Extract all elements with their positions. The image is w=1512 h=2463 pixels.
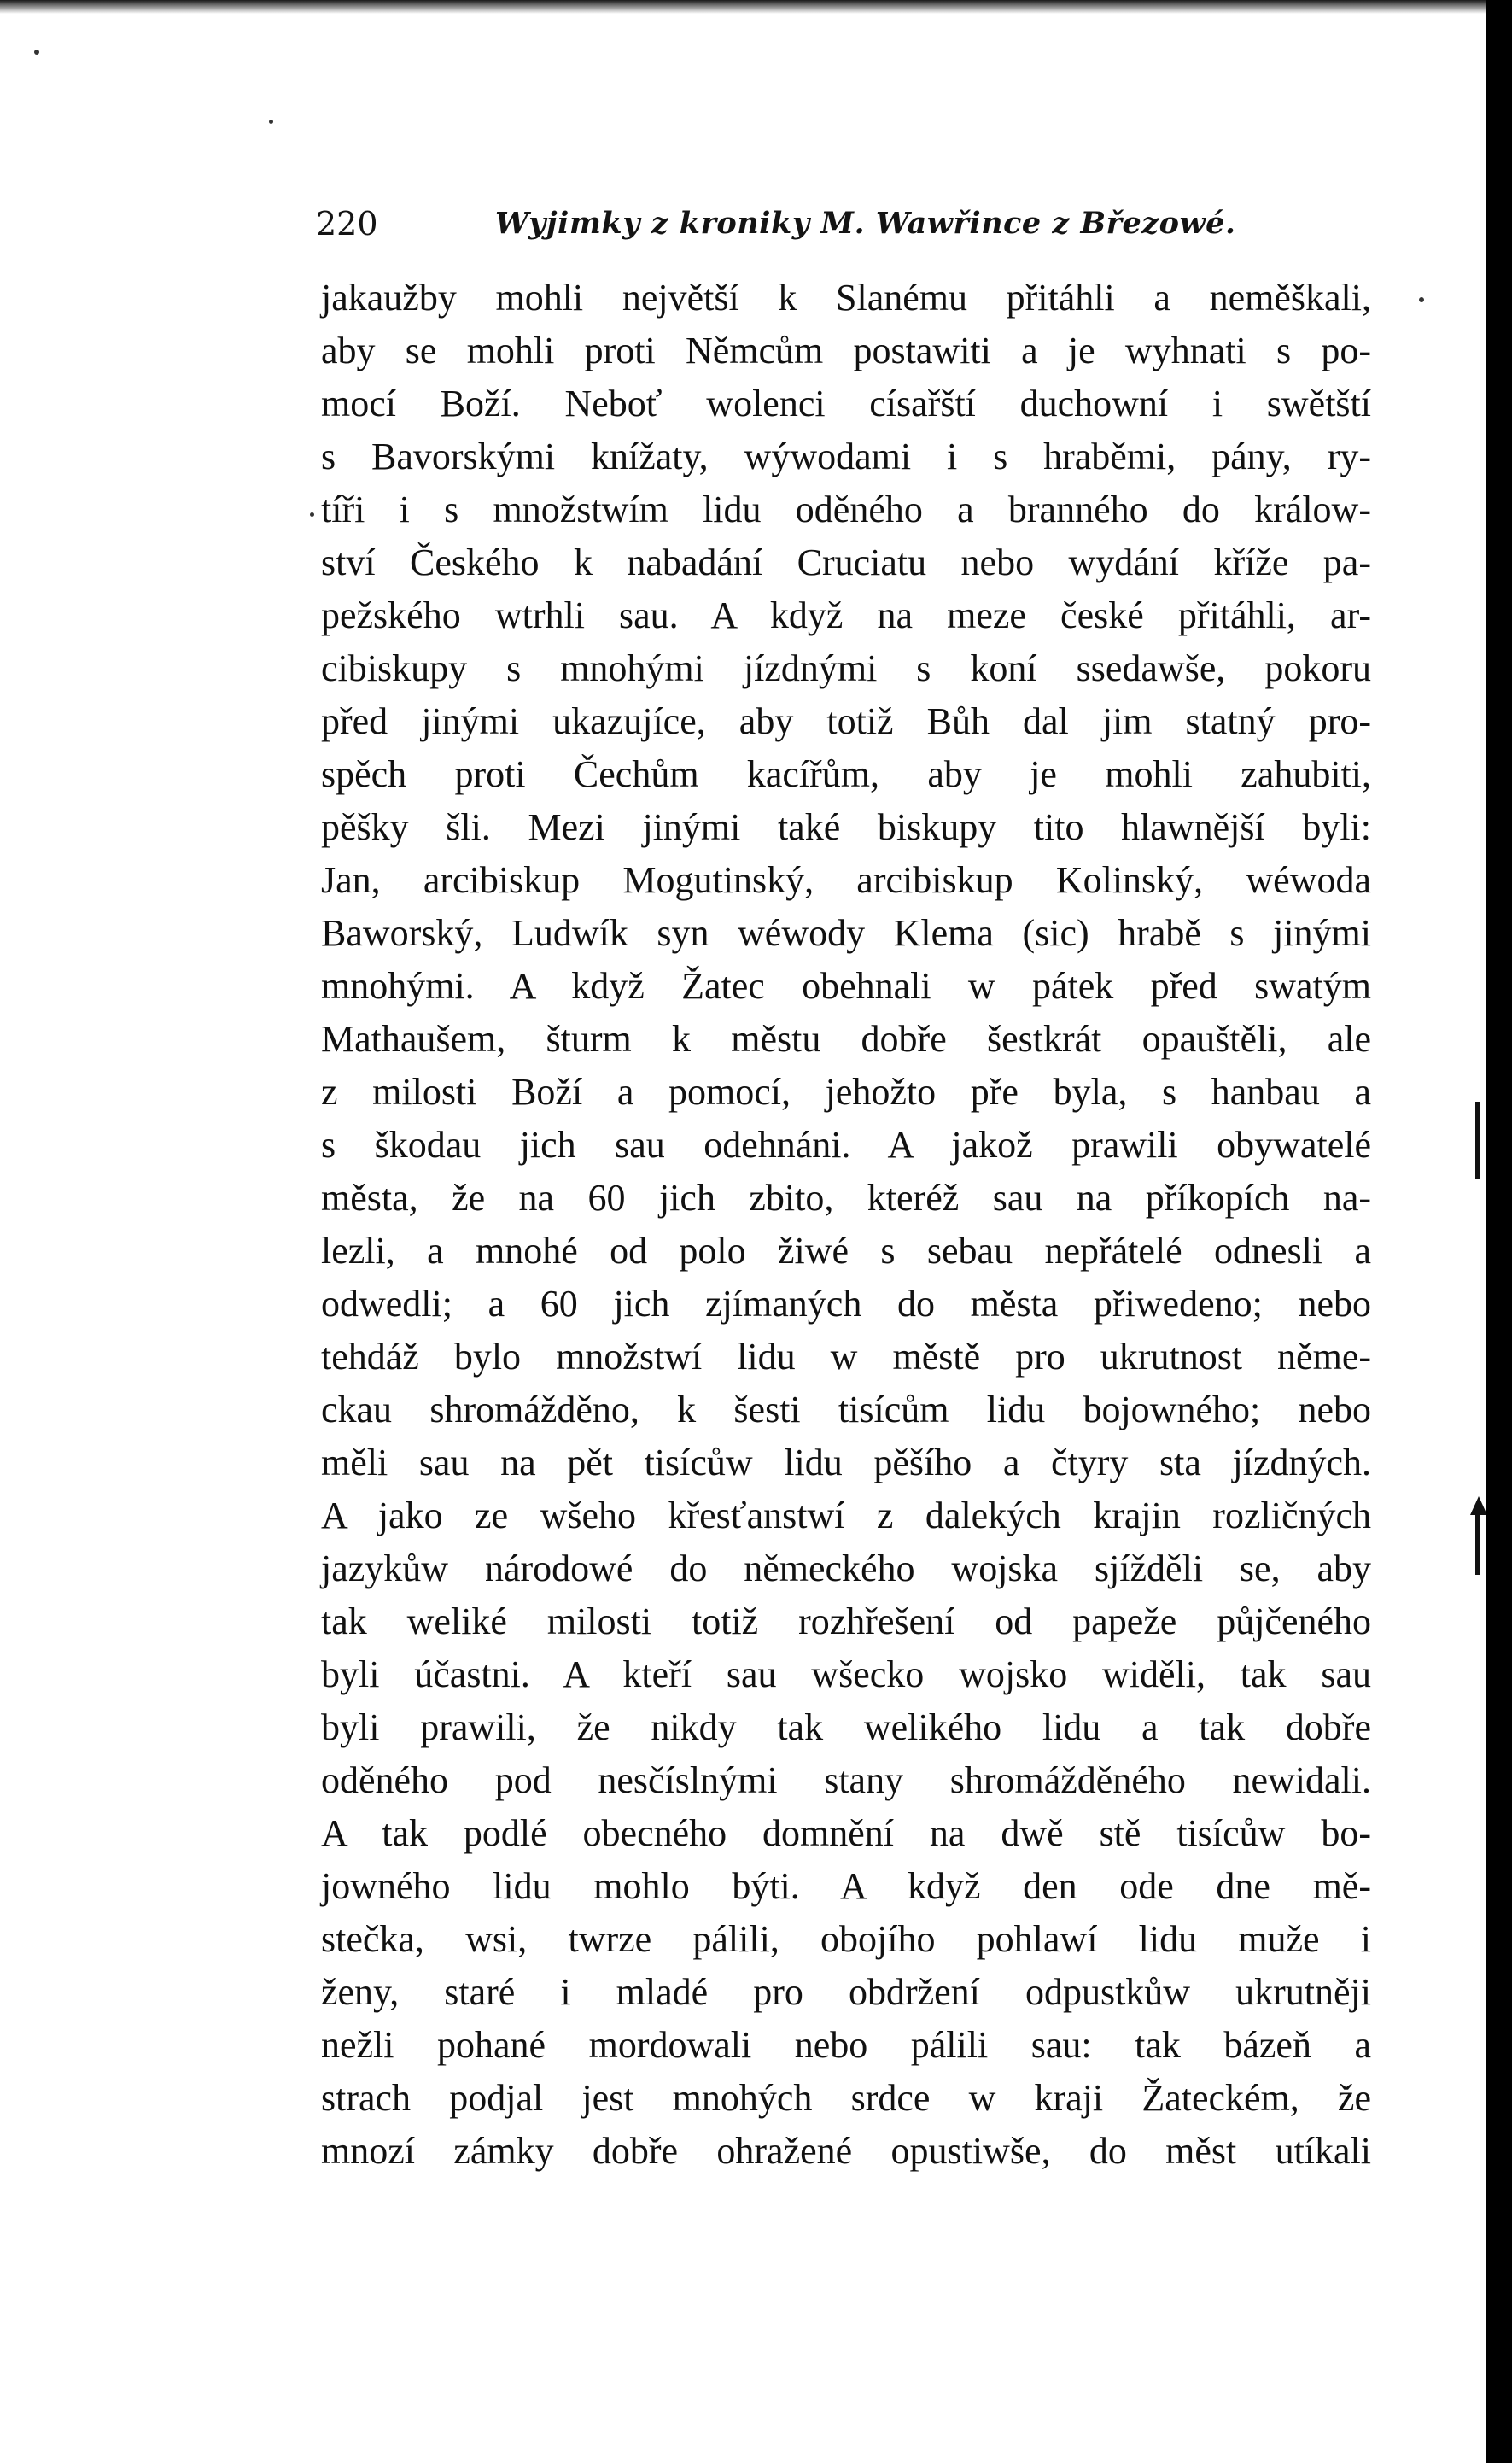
text-line: mocí Boží. Neboť wolenci císařští duchowní i swětští xyxy=(321,383,1371,424)
text-line: odwedli; a 60 jich zjímaných do města přiwedeno; nebo xyxy=(321,1283,1371,1325)
text-line: A jako ze wšeho křesťanstwí z dalekých krajin rozličných xyxy=(321,1495,1371,1536)
text-line: lezli, a mnohé od polo žiwé s sebau nepřátelé odnesli a xyxy=(321,1230,1371,1272)
text-line: pěšky šli. Mezi jinými také biskupy tito hlawnější byli: xyxy=(321,806,1371,848)
scan-border xyxy=(1486,0,1512,2463)
page-header xyxy=(316,198,1375,249)
text-line: z milosti Boží a pomocí, jehožto pře byla, s hanbau a xyxy=(321,1071,1371,1113)
text-line: před jinými ukazujíce, aby totiž Bůh dal jim statný pro- xyxy=(321,700,1371,742)
text-line: ckau shromážděno, k šesti tisícům lidu bojowného; nebo xyxy=(321,1389,1371,1430)
margin-stroke xyxy=(1475,1515,1480,1575)
scan-speck xyxy=(269,120,273,124)
text-line: oděného pod nesčíslnými stany shromážděného newidali. xyxy=(321,1759,1371,1801)
text-line: mnozí zámky dobře ohražené opustiwše, do měst utíkali xyxy=(321,2130,1371,2172)
page-number: 220 xyxy=(316,205,378,243)
margin-arrow-mark xyxy=(1470,1496,1486,1515)
scan-speck xyxy=(34,50,39,55)
body-text xyxy=(321,272,1371,2178)
scan-speck xyxy=(310,512,314,517)
text-line: města, že na 60 jich zbito, kteréž sau na příkopích na- xyxy=(321,1177,1371,1219)
text-line: Jan, arcibiskup Mogutinský, arcibiskup Kolinský, wéwoda xyxy=(321,859,1371,901)
running-head: Wyjimky z kroniky M. Wawřince z Březowé. xyxy=(495,206,1236,241)
scan-top-edge xyxy=(0,0,1486,14)
text-line: jazykůw národowé do německého wojska sjížděli se, aby xyxy=(321,1547,1371,1589)
text-line: tehdáž bylo množstwí lidu w městě pro ukrutnost něme- xyxy=(321,1336,1371,1378)
text-line: tak weliké milosti totiž rozhřešení od papeže půjčeného xyxy=(321,1600,1371,1642)
text-line: s Bavorskými knížaty, wýwodami i s hraběmi, pány, ry- xyxy=(321,436,1371,477)
text-line: Baworský, Ludwík syn wéwody Klema (sic) hrabě s jinými xyxy=(321,912,1371,954)
text-line: s škodau jich sau odehnáni. A jakož prawili obywatelé xyxy=(321,1124,1371,1166)
text-line: ství Českého k nabadání Cruciatu nebo wydání kříže pa- xyxy=(321,541,1371,583)
text-line: A tak podlé obecného domnění na dwě stě tisícůw bo- xyxy=(321,1812,1371,1854)
text-line: pežského wtrhli sau. A když na meze české přitáhli, ar- xyxy=(321,594,1371,636)
text-line: stečka, wsi, twrze pálili, obojího pohlawí lidu muže i xyxy=(321,1918,1371,1960)
text-line: ženy, staré i mladé pro obdržení odpustkůw ukrutněji xyxy=(321,1971,1371,2013)
text-line: spěch proti Čechům kacířům, aby je mohli zahubiti, xyxy=(321,753,1371,795)
text-line: jowného lidu mohlo býti. A když den ode dne mě- xyxy=(321,1865,1371,1907)
text-line: tíři i s množstwím lidu oděného a branného do králow- xyxy=(321,489,1371,530)
text-line: měli sau na pět tisícůw lidu pěšího a čtyry sta jízdných. xyxy=(321,1442,1371,1483)
text-line: cibiskupy s mnohými jízdnými s koní ssedawše, pokoru xyxy=(321,647,1371,689)
text-line: byli účastni. A kteří sau wšecko wojsko widěli, tak sau xyxy=(321,1653,1371,1695)
text-line: aby se mohli proti Němcům postawiti a je wyhnati s po- xyxy=(321,330,1371,371)
text-line: nežli pohané mordowali nebo pálili sau: tak bázeň a xyxy=(321,2024,1371,2066)
text-line: byli prawili, že nikdy tak welikého lidu a tak dobře xyxy=(321,1706,1371,1748)
text-line: strach podjal jest mnohých srdce w kraji Žateckém, že xyxy=(321,2077,1371,2119)
scan-speck xyxy=(1419,297,1424,302)
text-line: jakaužby mohli největší k Slanému přitáhli a neměškali, xyxy=(321,277,1371,319)
text-line: mnohými. A když Žatec obehnali w pátek před swatým xyxy=(321,965,1371,1007)
text-line: Mathaušem, šturm k městu dobře šestkrát opauštěli, ale xyxy=(321,1018,1371,1060)
margin-stroke xyxy=(1475,1102,1480,1179)
